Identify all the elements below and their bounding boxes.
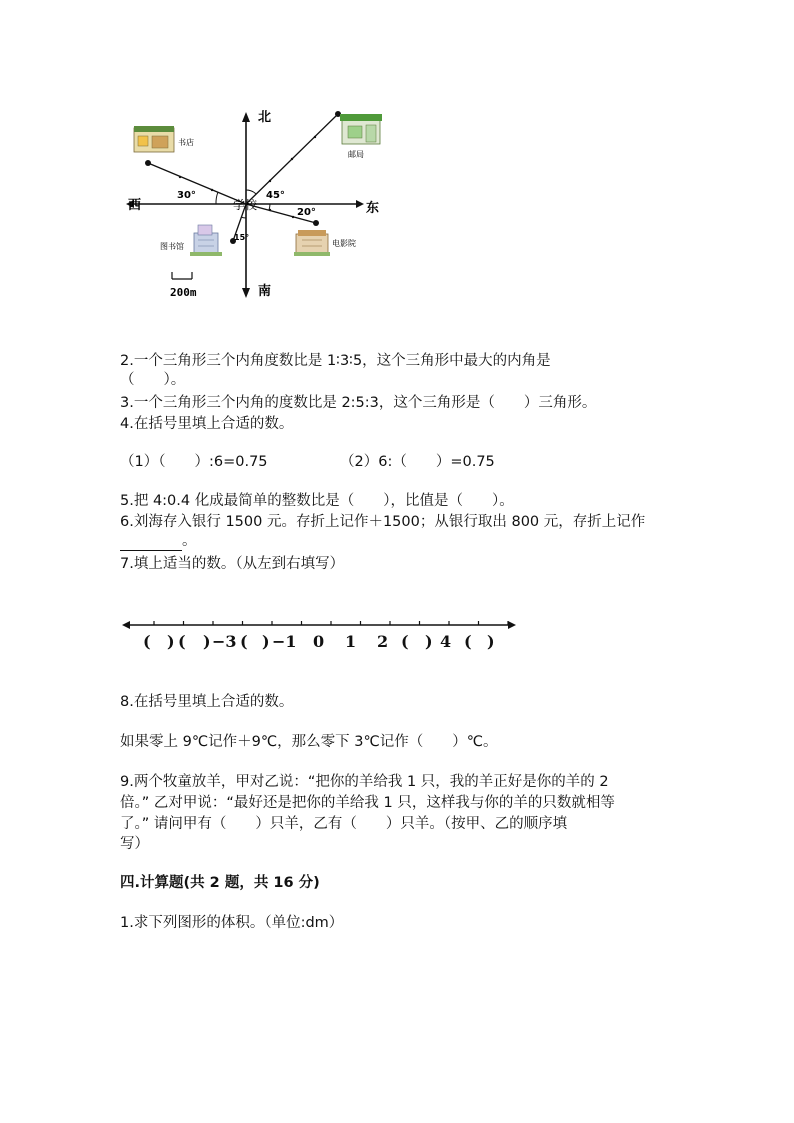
nl-open-2: ( — [178, 632, 186, 651]
q6-line2 — [120, 531, 197, 551]
nl-open-3: ( — [240, 632, 248, 651]
number-line — [120, 617, 520, 633]
nl-close-1: ) — [167, 632, 175, 651]
nl-close-3: ) — [262, 632, 270, 651]
library-icon — [190, 225, 222, 256]
nl-open-5: ( — [464, 632, 472, 651]
label-bookstore: 书店 — [178, 138, 194, 147]
q9-line2: 倍。” 乙对甲说：“最好还是把你的羊给我 1 只，这样我与你的羊的只数就相等 — [120, 795, 615, 811]
nl-4: 4 — [440, 632, 452, 651]
q7-title: 7.填上适当的数。（从左到右填写） — [120, 556, 345, 572]
map-south: 南 — [258, 284, 272, 299]
angle-45: 45° — [266, 190, 285, 201]
angle-20: 20° — [297, 207, 316, 218]
q2-line2: （ ）。 — [120, 372, 186, 388]
scale-bar — [172, 272, 192, 279]
q2-line1: 2.一个三角形三个内角度数比是 1∶3∶5，这个三角形中最大的内角是 — [120, 353, 551, 369]
nl-1: 1 — [345, 632, 357, 651]
map-center: 学校 — [233, 198, 258, 212]
q9-line1: 9.两个牧童放羊，甲对乙说：“把你的羊给我 1 只，我的羊正好是你的羊的 2 — [120, 774, 609, 790]
nl-0: 0 — [313, 632, 325, 651]
nl-neg1: −1 — [272, 632, 297, 651]
angle-30: 30° — [177, 190, 196, 201]
label-post-office: 邮局 — [348, 150, 364, 159]
nl-close-5: ) — [487, 632, 495, 651]
q9-line4: 写） — [120, 836, 149, 852]
q3-text: 3.一个三角形三个内角的度数比是 2:5:3，这个三角形是（ ）三角形。 — [120, 395, 597, 411]
q4-part1: （1）（ ）:6=0.75 — [120, 454, 268, 470]
nl-neg3: −3 — [212, 632, 237, 651]
post-office-icon — [340, 114, 382, 144]
map-east: 东 — [366, 201, 380, 216]
direction-map — [120, 100, 400, 305]
s4q1-text: 1.求下列图形的体积。（单位:dm） — [120, 915, 344, 931]
nl-open-4: ( — [401, 632, 409, 651]
q6-answer-blank[interactable] — [120, 536, 182, 551]
cinema-icon — [294, 230, 330, 256]
nl-2: 2 — [377, 632, 389, 651]
nl-close-2: ) — [203, 632, 211, 651]
bookstore-icon — [134, 126, 174, 152]
q8-title: 8.在括号里填上合适的数。 — [120, 694, 294, 710]
nl-open-1: ( — [143, 632, 151, 651]
q8-text: 如果零上 9℃记作＋9℃，那么零下 3℃记作（ ）℃。 — [120, 734, 498, 750]
q4-title: 4.在括号里填上合适的数。 — [120, 416, 294, 432]
q5-text: 5.把 4:0.4 化成最简单的整数比是（ ），比值是（ ）。 — [120, 493, 514, 509]
nl-close-4: ) — [425, 632, 433, 651]
label-library: 图书馆 — [160, 242, 184, 251]
label-cinema: 电影院 — [332, 239, 356, 248]
map-west: 西 — [128, 198, 142, 213]
section4-title: 四.计算题(共 2 题，共 16 分) — [120, 875, 320, 891]
q4-part2: （2）6:（ ）=0.75 — [340, 454, 495, 470]
q9-line3: 了。” 请问甲有（ ）只羊，乙有（ ）只羊。（按甲、乙的顺序填 — [120, 816, 568, 832]
map-north: 北 — [258, 110, 272, 125]
q6-line1: 6.刘海存入银行 1500 元。存折上记作＋1500；从银行取出 800 元，存折上记作 — [120, 514, 646, 530]
q6-end: 。 — [182, 533, 197, 549]
scale-label: 200m — [170, 286, 197, 299]
angle-15: 15° — [234, 233, 250, 242]
